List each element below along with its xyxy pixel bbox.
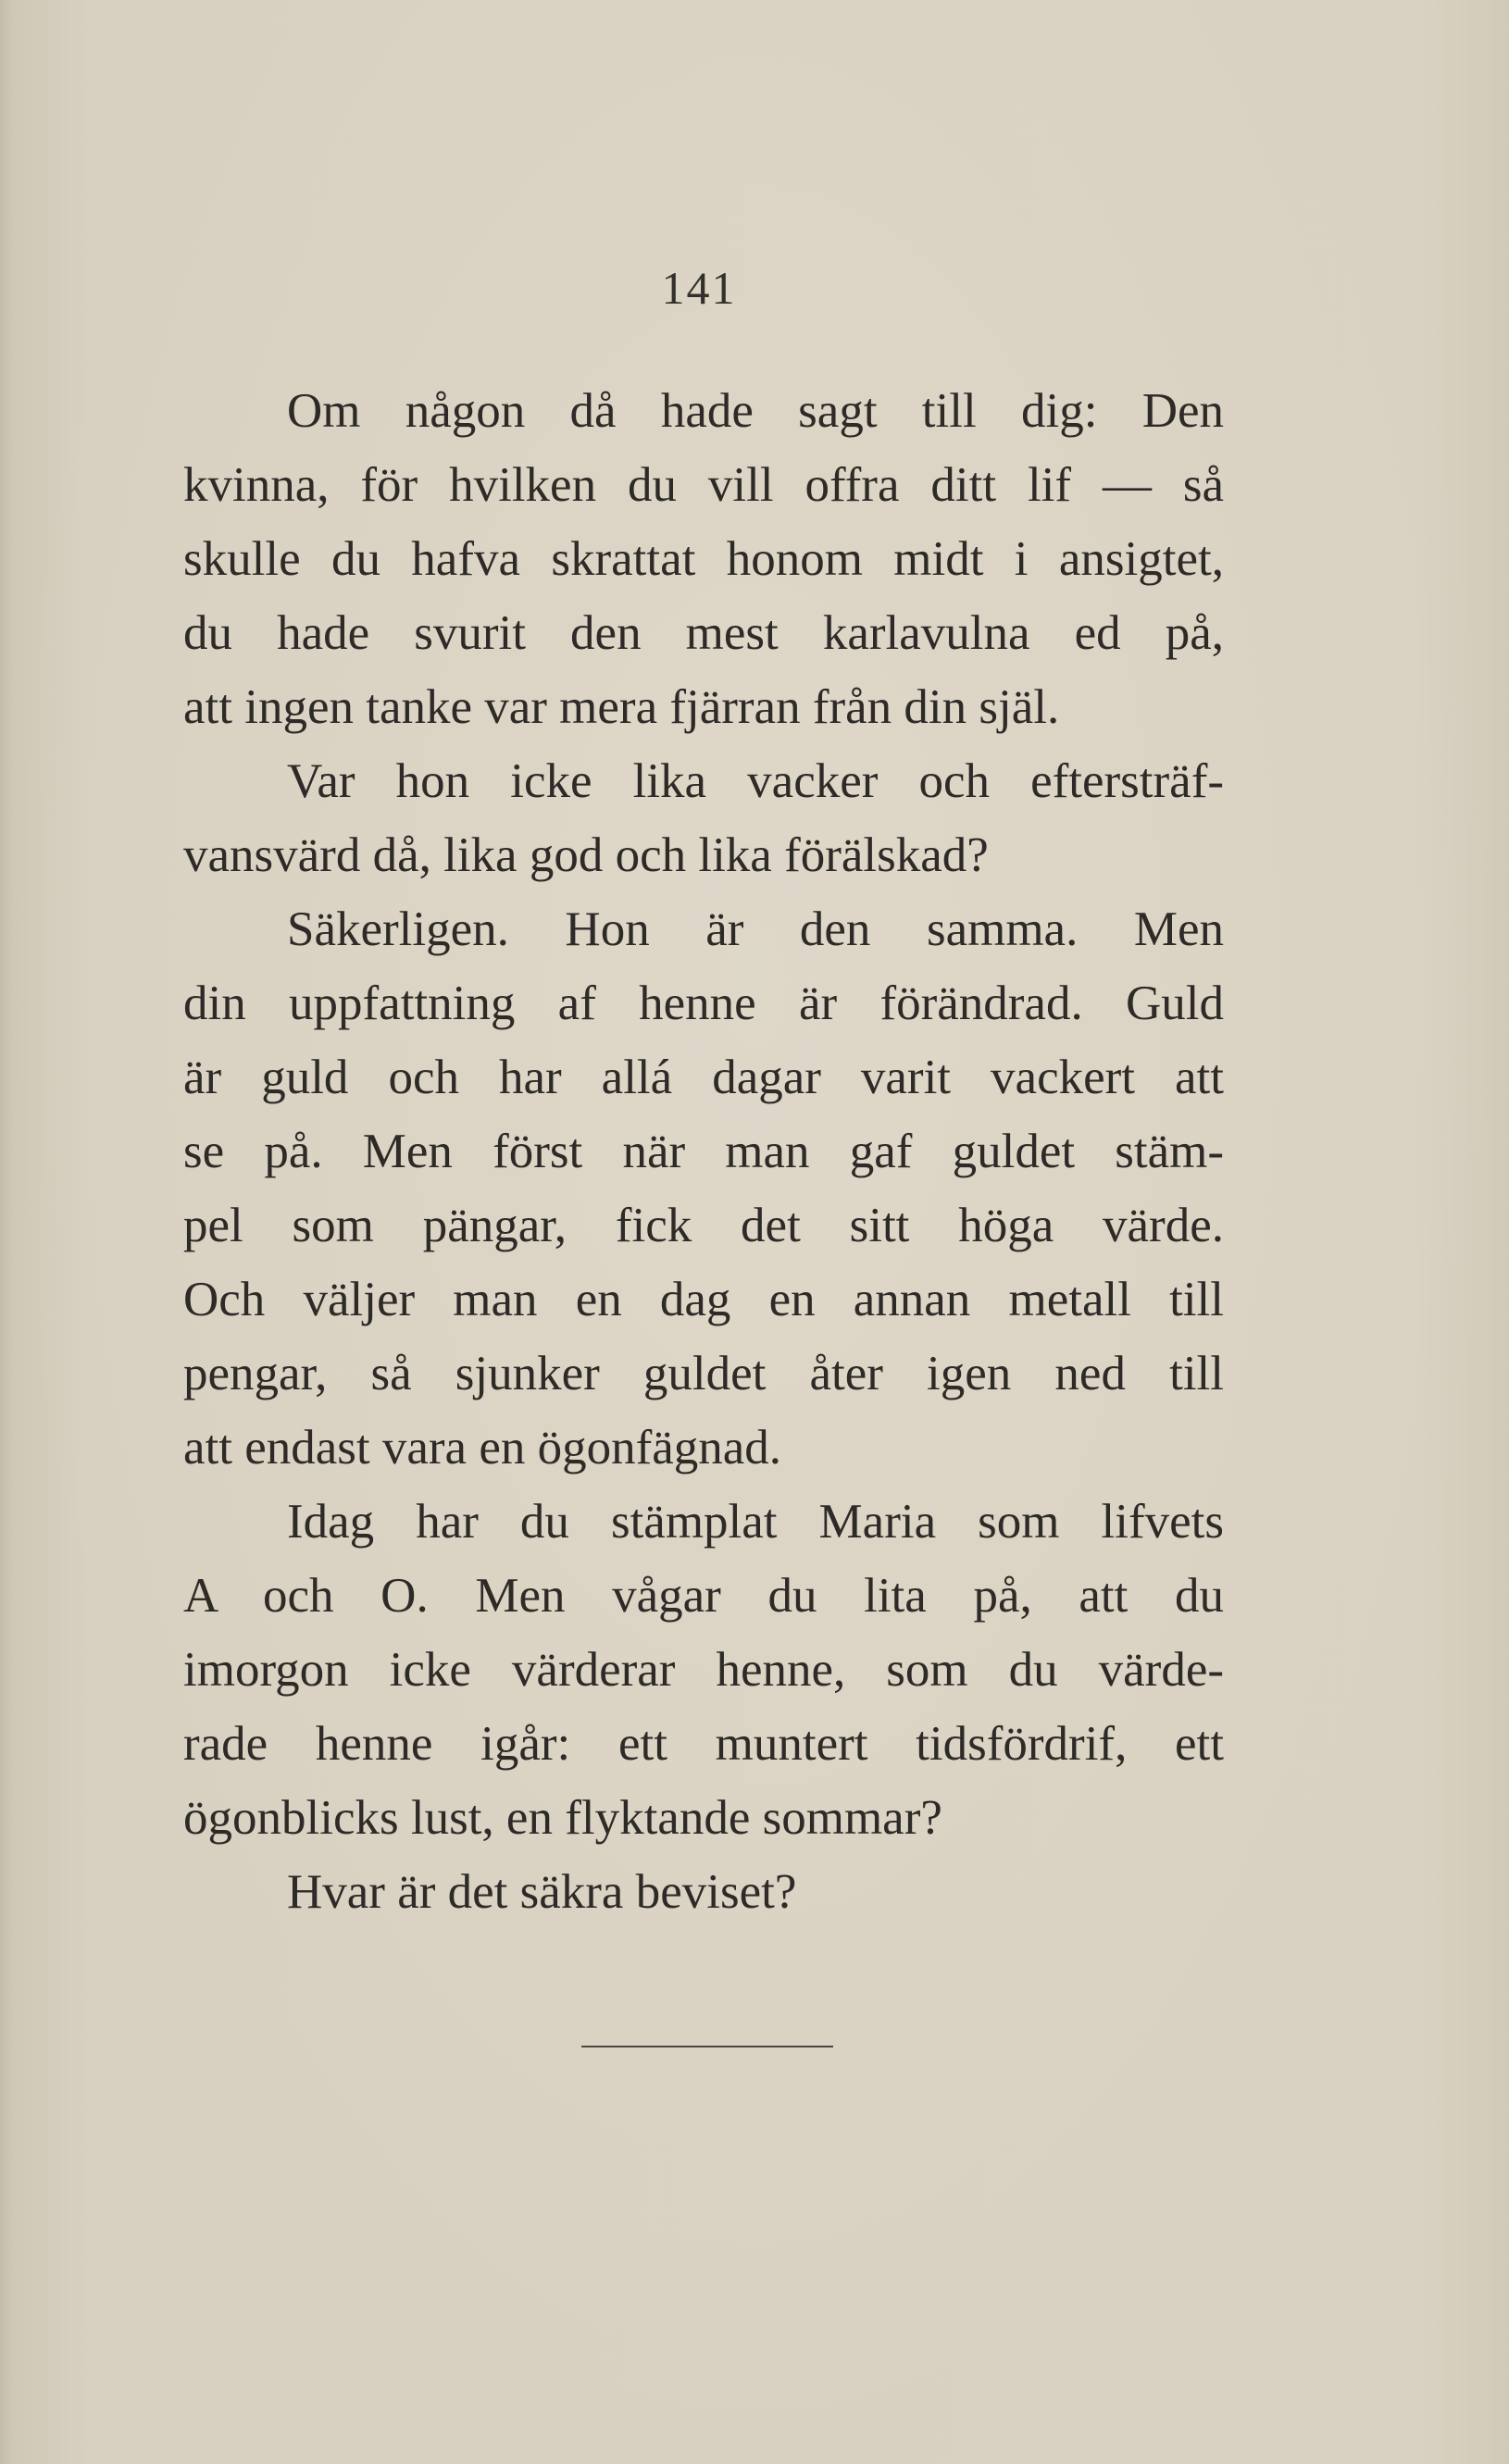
text-line-20: ögonblicks lust, en flyktande sommar? — [183, 1791, 942, 1845]
text-line-16: Idag har du stämplat Maria som lifvets — [287, 1495, 1224, 1549]
text-line-8: Säkerligen. Hon är den samma. Men — [287, 902, 1224, 956]
text-line-13: Och väljer man en dag en annan metall till — [183, 1273, 1224, 1326]
text-line-10: är guld och har allá dagar varit vackert att — [183, 1051, 1224, 1104]
text-line-11: se på. Men först när man gaf guldet stäm- — [183, 1125, 1224, 1178]
text-line-18: imorgon icke värderar henne, som du värde- — [183, 1643, 1224, 1697]
text-line-12: pel som pängar, fick det sitt höga värde. — [183, 1199, 1224, 1252]
text-line-3: skulle du hafva skrattat honom midt i ansigtet, — [183, 532, 1224, 586]
text-line-14: pengar, så sjunker guldet åter igen ned till — [183, 1347, 1224, 1400]
text-line-6: Var hon icke lika vacker och eftersträf- — [287, 754, 1224, 808]
text-line-19: rade henne igår: ett muntert tidsfördrif, ett — [183, 1717, 1224, 1771]
text-line-2: kvinna, för hvilken du vill offra ditt lif — så — [183, 458, 1224, 512]
text-line-21: Hvar är det säkra beviset? — [287, 1865, 797, 1919]
section-divider-rule — [581, 2046, 833, 2047]
text-line-17: A och O. Men vågar du lita på, att du — [183, 1569, 1224, 1623]
text-line-9: din uppfattning af henne är förändrad. Guld — [183, 977, 1224, 1030]
text-line-1: Om någon då hade sagt till dig: Den — [287, 384, 1224, 438]
text-line-4: du hade svurit den mest karlavulna ed på, — [183, 606, 1224, 660]
page-number: 141 — [661, 262, 737, 314]
body-text — [183, 374, 1224, 1929]
text-line-15: att endast vara en ögonfägnad. — [183, 1421, 782, 1475]
text-line-7: vansvärd då, lika god och lika förälskad? — [183, 828, 989, 882]
text-line-5: att ingen tanke var mera fjärran från din själ. — [183, 680, 1060, 734]
page-gutter-shadow — [0, 0, 13, 2464]
